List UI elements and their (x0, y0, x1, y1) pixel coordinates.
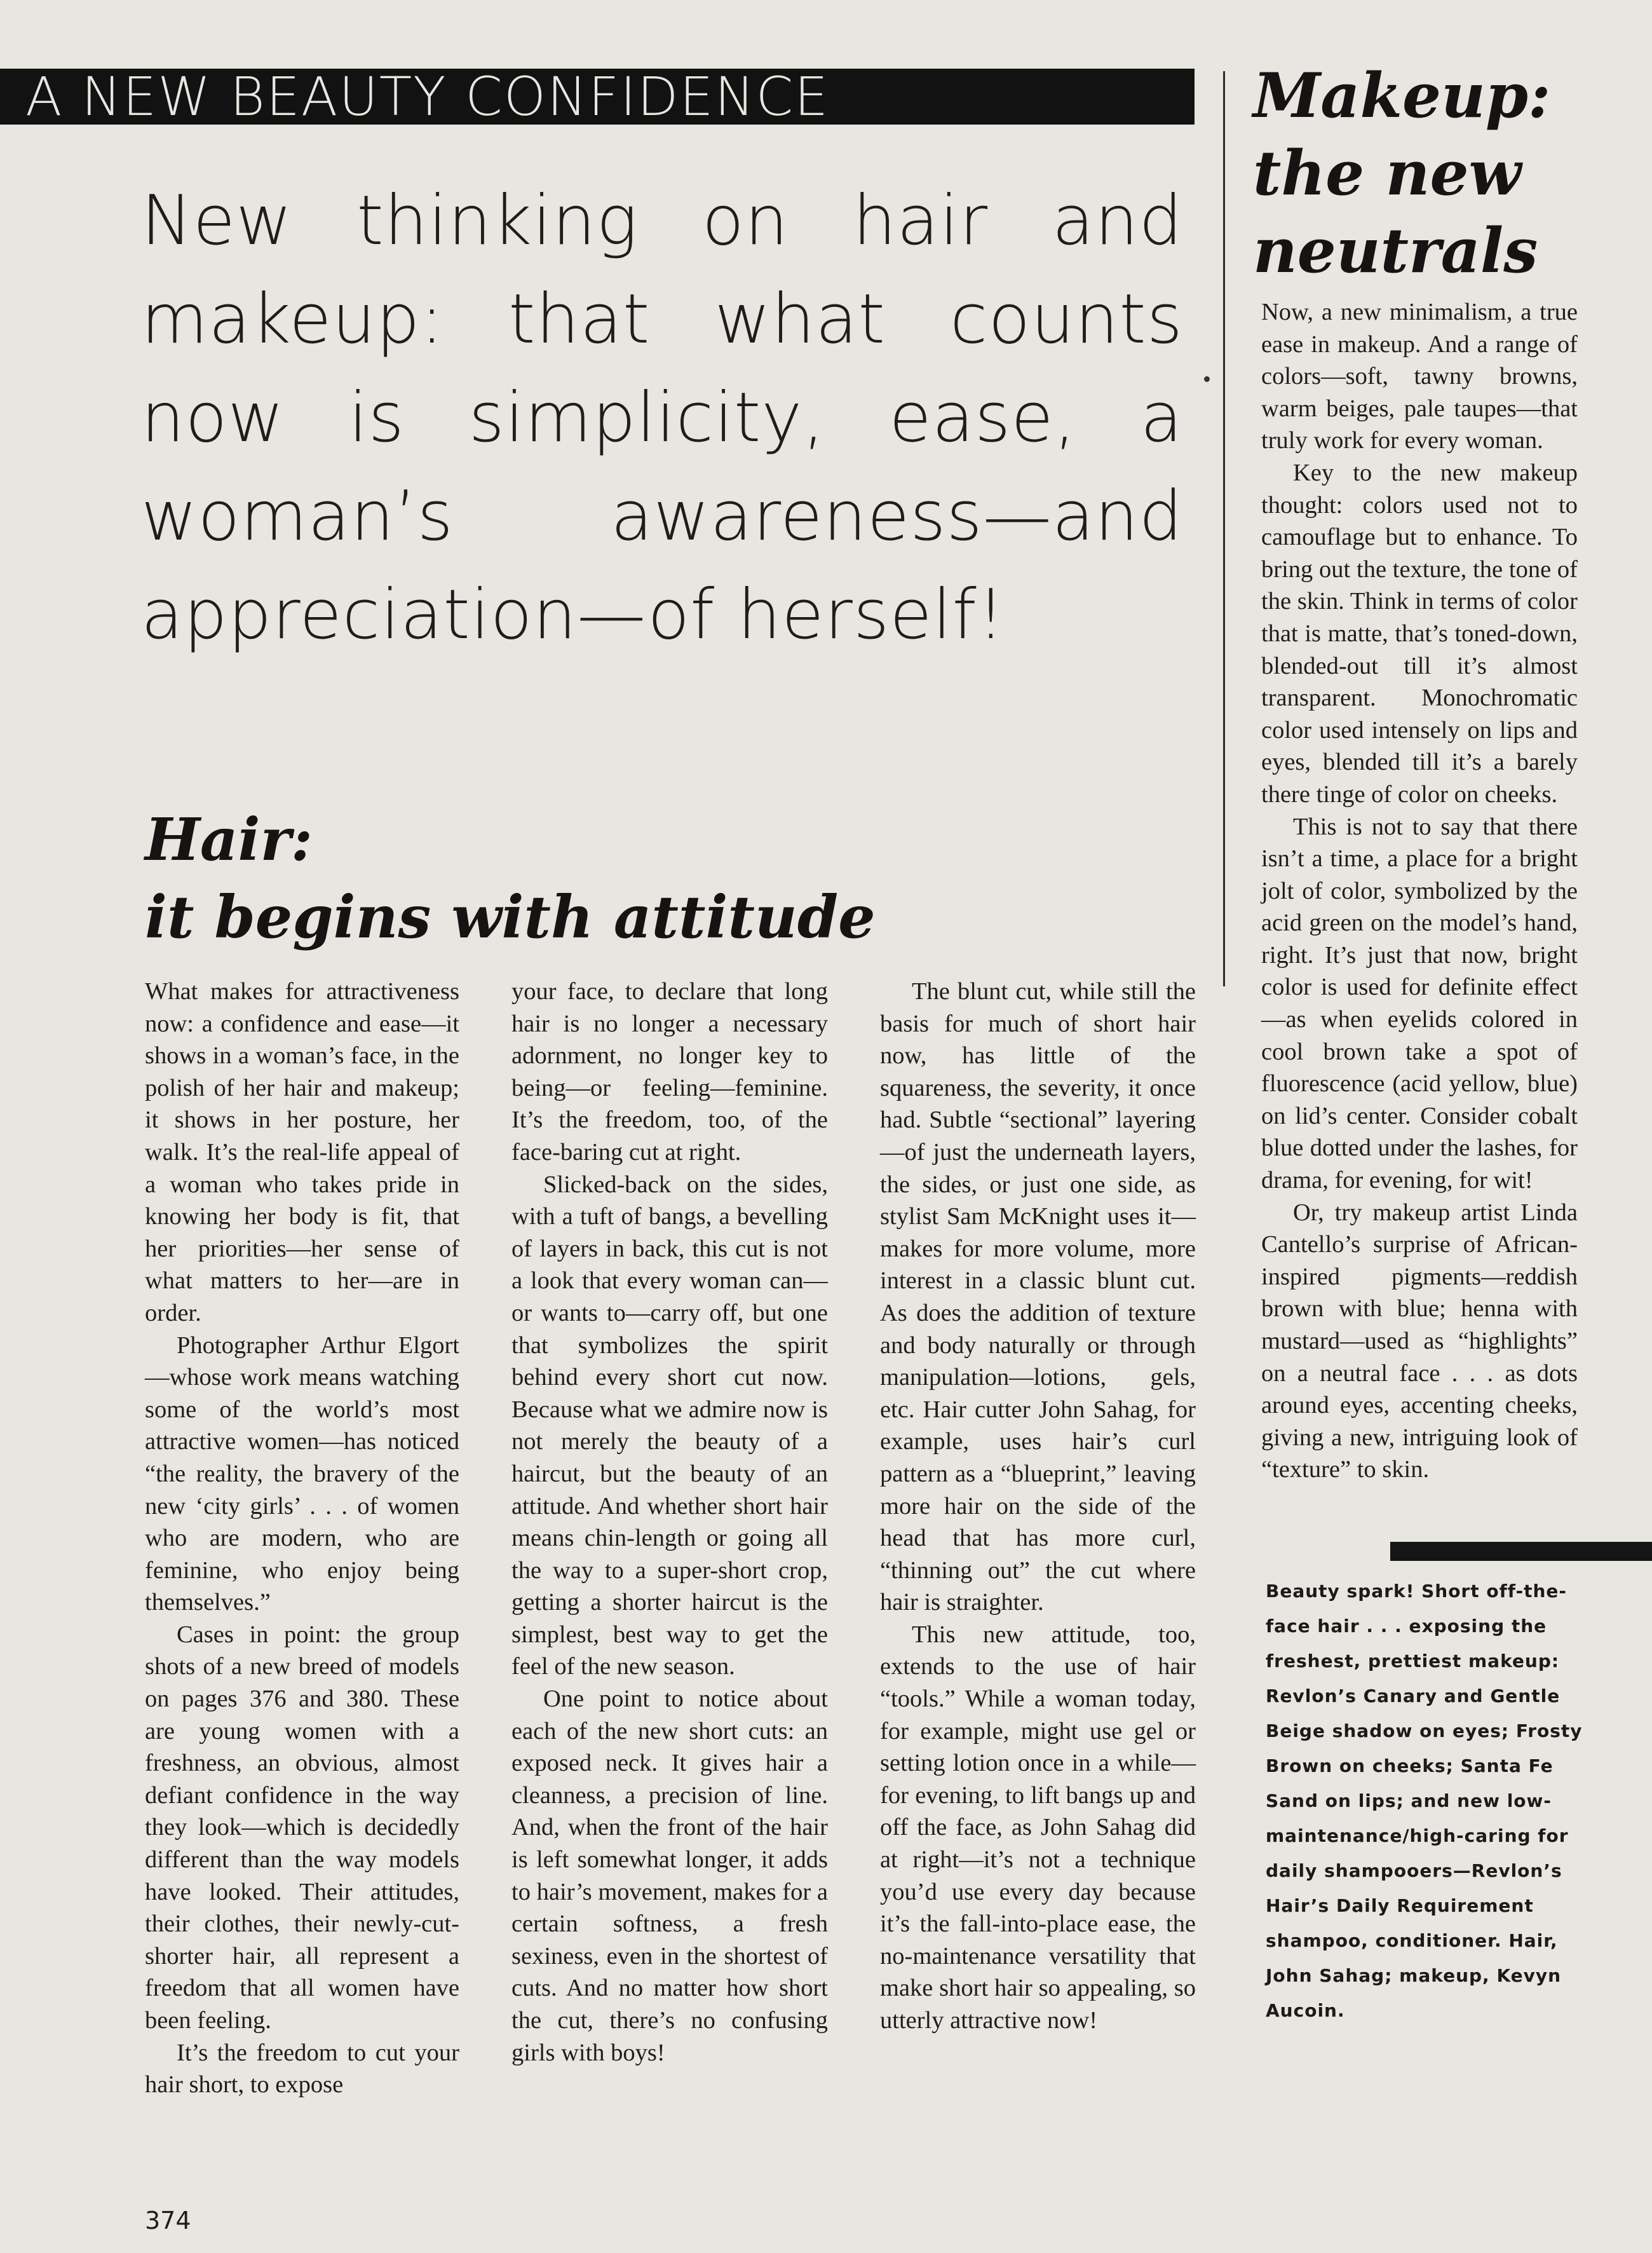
caption-rule (1390, 1542, 1652, 1561)
hair-column-2 (511, 976, 828, 2069)
hair-column-1 (145, 976, 459, 2101)
hair-column-3 (880, 976, 1196, 2037)
paragraph: Now, a new minimalism, a true ease in makeup. And a range of colors—soft, tawny browns, warm beiges, pale taupes—that truly work for every woman. (1261, 299, 1578, 454)
paragraph: Or, try makeup artist Linda Cantello’s surprise of African-inspired pigments—reddish brown with blue; henna with mustard—used as “highlights” on a neutral face . . . as dots around eyes, accenting cheeks, giving a new, intriguing look of “texture” to skin. (1261, 1199, 1578, 1483)
paragraph: Slicked-back on the sides, with a tuft of bangs, a bevelling of layers in back, this cut is not a look that every woman can—or wants to—carry off, but one that symbolizes the spirit behind every short cut now. Because what we admire now is not merely the beauty of a haircut, but the beauty of an attitude. And whether short hair means chin-length or going all the way to a super-short crop, getting a shorter haircut is the simplest, best way to get the feel of the new season. (511, 1171, 828, 1680)
paragraph: This is not to say that there isn’t a time, a place for a bright jolt of color, symbolized by the acid green on the model’s hand, right. It’s just that now, bright color is used for definite effect—as when eyelids colored in cool brown take a spot of fluorescence (acid yellow, blue) on lid’s center. Consider cobalt blue dotted under the lashes, for drama, for evening, for wit! (1261, 813, 1578, 1194)
makeup-headline-line1: Makeup: (1253, 60, 1551, 132)
section-banner (0, 69, 1195, 125)
deck-headline: New thinking on hair and makeup: that what counts now is simplicity, ease, a woman’s awareness—and appreciation—of herself! (141, 181, 1183, 655)
column-divider (1223, 71, 1225, 986)
paragraph: Key to the new makeup thought: colors used not to camouflage but to enhance. To bring out the texture, the tone of the skin. Think in terms of color that is matte, that’s toned-down, blended-out till it’s almost transparent. Monochromatic color used intensely on lips and eyes, blended till it’s a barely there tinge of color on cheeks. (1261, 459, 1578, 808)
makeup-column (1261, 296, 1578, 1486)
paragraph: What makes for attractiveness now: a confidence and ease—it shows in a woman’s face, in the polish of her hair and makeup; it shows in her posture, her walk. It’s the real-life appeal of a woman who takes pride in knowing her body is fit, that her priorities—her sense of what matters to her—are in order. (145, 978, 459, 1326)
stray-dot (1204, 376, 1210, 382)
paragraph: your face, to declare that long hair is no longer a necessary adornment, no longer key to being—or feeling—feminine. It’s the freedom, too, of the face-baring cut at right. (511, 978, 828, 1166)
paragraph: Cases in point: the group shots of a new breed of models on pages 376 and 380. These are young women with a freshness, an obvious, almost defiant confidence in the way they look—which is decidedly different than the way models have looked. Their attitudes, their clothes, their newly-cut-shorter hair, all represent a freedom that all women have been feeling. (145, 1621, 459, 2034)
makeup-headline-line3: neutrals (1253, 215, 1538, 287)
makeup-headline-line2: the new (1253, 137, 1522, 209)
hair-headline-line2: it begins with attitude (145, 883, 876, 951)
paragraph: One point to notice about each of the new short cuts: an exposed neck. It gives hair a cleanness, a precision of line. And, when the front of the hair is left somewhat longer, it adds to hair’s movement, makes for a certain softness, a fresh sexiness, even in the shortest of cuts. And no matter how short the cut, there’s no confusing girls with boys! (511, 1685, 828, 2066)
photo-caption: Beauty spark! Short off-the-face hair . . . exposing the freshest, prettiest makeup: Revlon’s Canary and Gentle Beige shadow on eyes; Frosty Brown on cheeks; Santa Fe Sand on lips; and new low-maintenance/high-caring for daily shampooers—Revlon’s Hair’s Daily Requirement shampoo, conditioner. Hair, John Sahag; makeup, Kevyn Aucoin. (1266, 1581, 1583, 2021)
hair-headline-line1: Hair: (145, 805, 313, 874)
paragraph: It’s the freedom to cut your hair short, to expose (145, 2039, 459, 2099)
makeup-headline (1253, 57, 1609, 290)
page-number: 374 (145, 2207, 191, 2235)
paragraph: Photographer Arthur Elgort—whose work means watching some of the world’s most attractive women—has noticed “the reality, the bravery of the new ‘city girls’ . . . of women who are modern, who are feminine, who enjoy being themselves.” (145, 1331, 459, 1616)
paragraph: The blunt cut, while still the basis for much of short hair now, has little of the squareness, the severity, it once had. Subtle “sectional” layering—of just the underneath layers, the sides, or just one side, as stylist Sam McKnight uses it—makes for more volume, more interest in a classic blunt cut. As does the addition of texture and body naturally or through manipulation—lotions, gels, etc. Hair cutter John Sahag, for example, uses hair’s curl pattern as a “blueprint,” leaving more hair on the side of the head that has more curl, “thinning out” the cut where hair is straighter. (880, 978, 1196, 1616)
banner-title: A NEW BEAUTY CONFIDENCE (25, 69, 830, 125)
hair-headline (145, 801, 1193, 956)
paragraph: This new attitude, too, extends to the use of hair “tools.” While a woman today, for example, might use gel or setting lotion once in a while—for evening, to lift bangs up and off the face, as John Sahag did at right—it’s not a technique you’d use every day because it’s the fall-into-place ease, the no-maintenance versatility that make short hair so appealing, so utterly attractive now! (880, 1621, 1196, 2034)
